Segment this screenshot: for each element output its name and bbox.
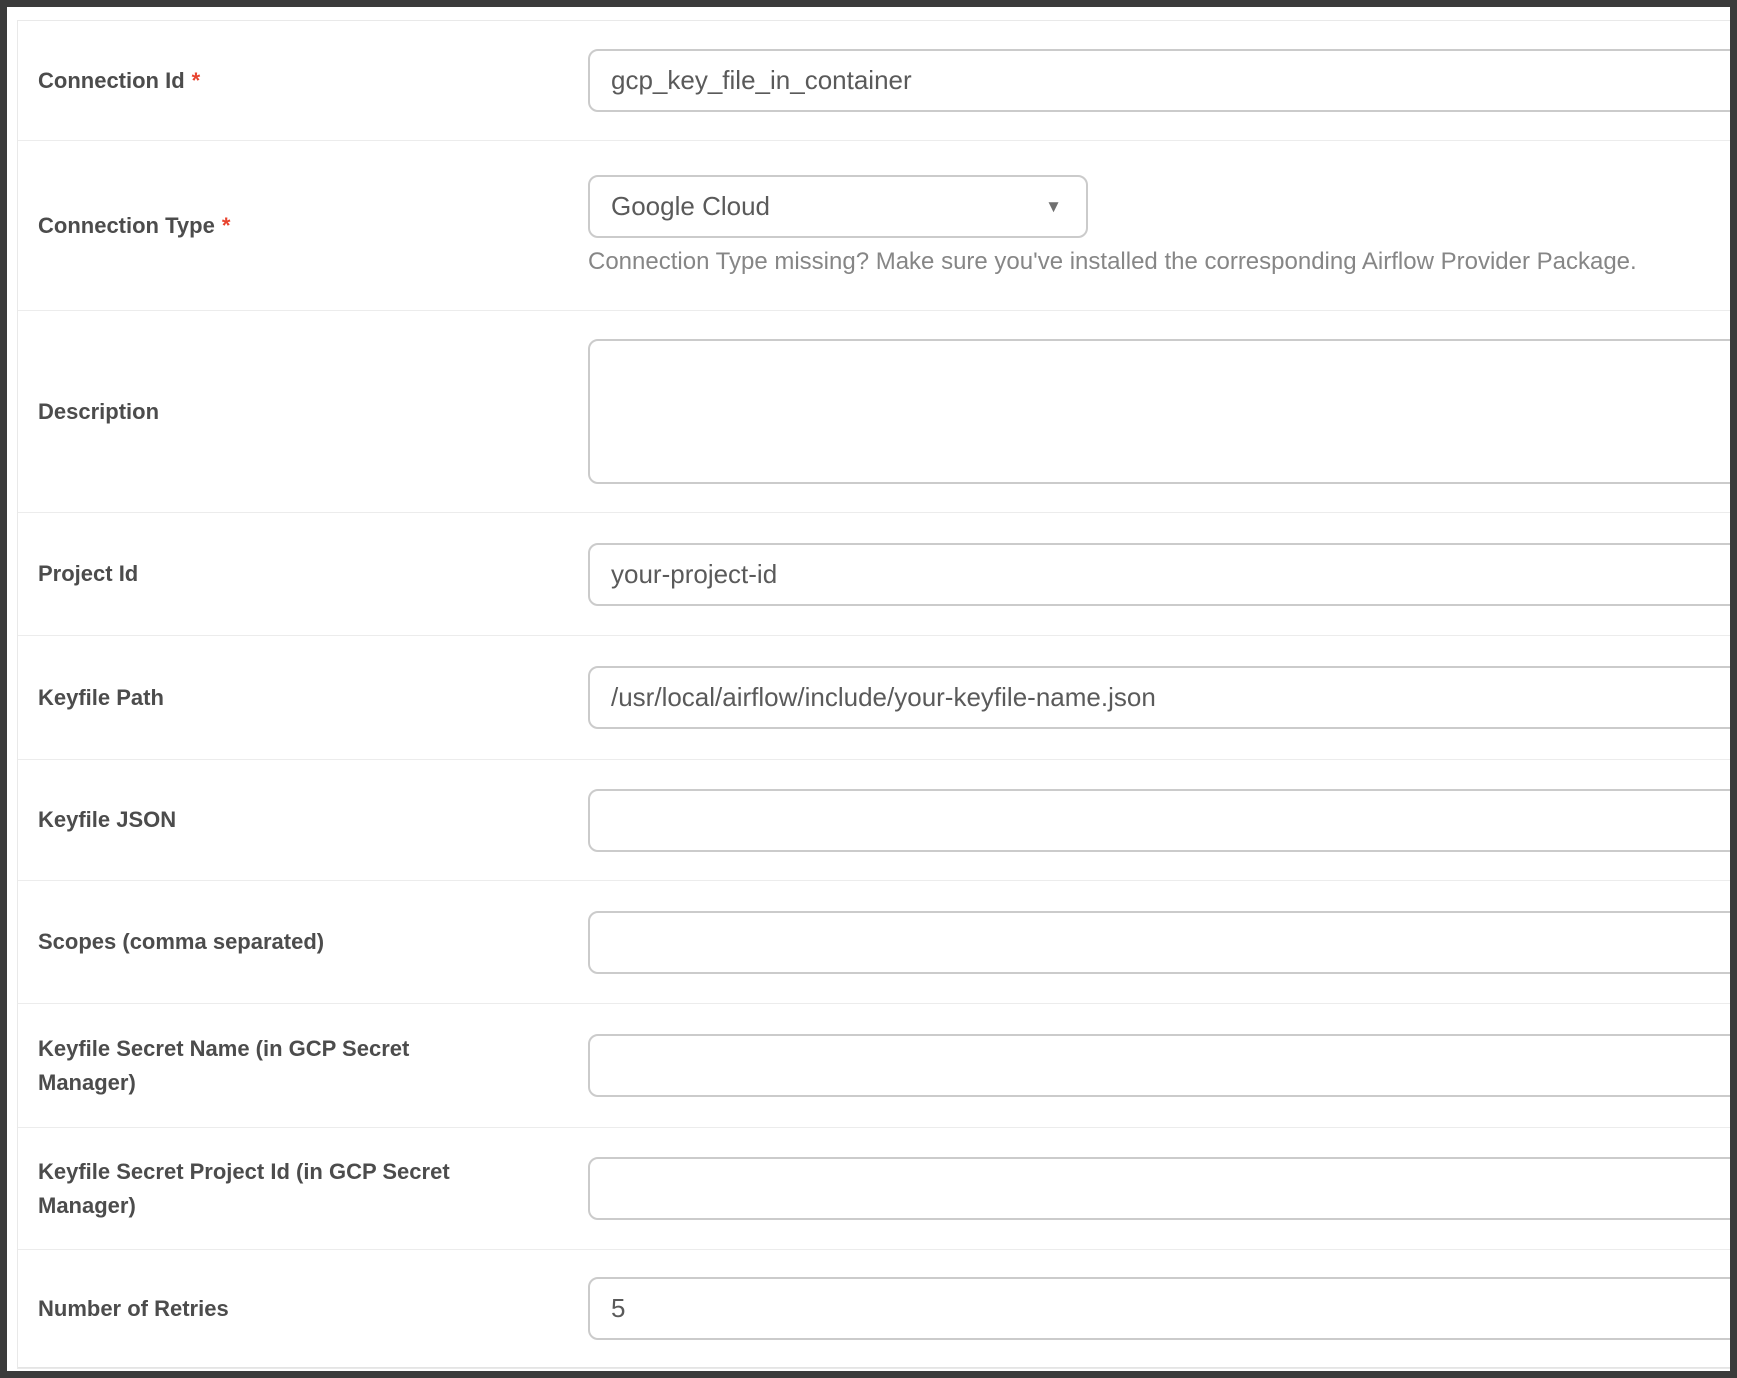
description-label: Description	[38, 398, 160, 424]
keyfile-path-label-cell	[18, 681, 588, 715]
keyfile-secret-name-label-cell	[18, 1032, 588, 1100]
connection-id-label-cell	[18, 64, 588, 98]
connection-type-label: Connection Type	[38, 212, 215, 238]
keyfile-path-input[interactable]	[588, 666, 1737, 729]
keyfile-path-row	[18, 636, 1737, 760]
keyfile-path-label: Keyfile Path	[38, 684, 164, 710]
keyfile-secret-name-field-cell	[588, 1034, 1737, 1097]
scopes-label: Scopes (comma separated)	[38, 929, 325, 954]
number-of-retries-row	[18, 1250, 1737, 1368]
connection-type-helper-text: Connection Type missing? Make sure you've installed the corresponding Airflow Provider Package.	[588, 248, 1637, 275]
scopes-label-cell	[18, 925, 588, 959]
keyfile-secret-project-id-label: Keyfile Secret Project Id (in GCP Secret Manager)	[38, 1158, 450, 1218]
project-id-label-cell	[18, 557, 588, 591]
required-asterisk: *	[221, 212, 231, 238]
number-of-retries-label: Number of Retries	[38, 1295, 229, 1321]
keyfile-json-row	[18, 760, 1737, 881]
keyfile-json-field-cell	[588, 789, 1737, 852]
project-id-row	[18, 513, 1737, 636]
project-id-input[interactable]	[588, 543, 1737, 606]
keyfile-json-input[interactable]	[588, 789, 1737, 852]
keyfile-secret-project-id-field-cell	[588, 1157, 1737, 1220]
keyfile-path-field-cell	[588, 666, 1737, 729]
chevron-down-icon: ▼	[1045, 197, 1062, 216]
project-id-field-cell	[588, 543, 1737, 606]
connection-type-selected-value: Google Cloud	[611, 191, 770, 221]
keyfile-json-label-cell	[18, 803, 588, 837]
keyfile-secret-name-row	[18, 1004, 1737, 1128]
connection-id-label: Connection Id	[38, 67, 185, 93]
scopes-field-cell	[588, 911, 1737, 974]
number-of-retries-label-cell	[18, 1292, 588, 1326]
connection-type-label-cell	[18, 209, 588, 243]
connection-id-input[interactable]	[588, 49, 1737, 112]
description-textarea[interactable]	[588, 339, 1737, 484]
scopes-input[interactable]	[588, 911, 1737, 974]
connection-id-field-cell	[588, 49, 1737, 112]
keyfile-secret-name-input[interactable]	[588, 1034, 1737, 1097]
project-id-label: Project Id	[38, 561, 139, 586]
keyfile-secret-name-label: Keyfile Secret Name (in GCP Secret Manager)	[38, 1035, 410, 1095]
keyfile-json-label: Keyfile JSON	[38, 807, 177, 832]
keyfile-secret-project-id-label-cell	[18, 1155, 588, 1223]
number-of-retries-input[interactable]	[588, 1277, 1737, 1340]
connection-type-select[interactable]	[588, 175, 1088, 238]
connection-type-field-cell	[588, 175, 1737, 276]
description-row	[18, 311, 1737, 513]
keyfile-secret-project-id-row	[18, 1128, 1737, 1250]
connection-id-row	[18, 21, 1737, 141]
description-field-cell	[588, 339, 1737, 484]
number-of-retries-field-cell	[588, 1277, 1737, 1340]
connection-form-table	[17, 20, 1737, 1369]
description-label-cell	[18, 395, 588, 429]
keyfile-secret-project-id-input[interactable]	[588, 1157, 1737, 1220]
required-asterisk: *	[191, 67, 201, 93]
connection-type-row	[18, 141, 1737, 311]
scopes-row	[18, 881, 1737, 1004]
